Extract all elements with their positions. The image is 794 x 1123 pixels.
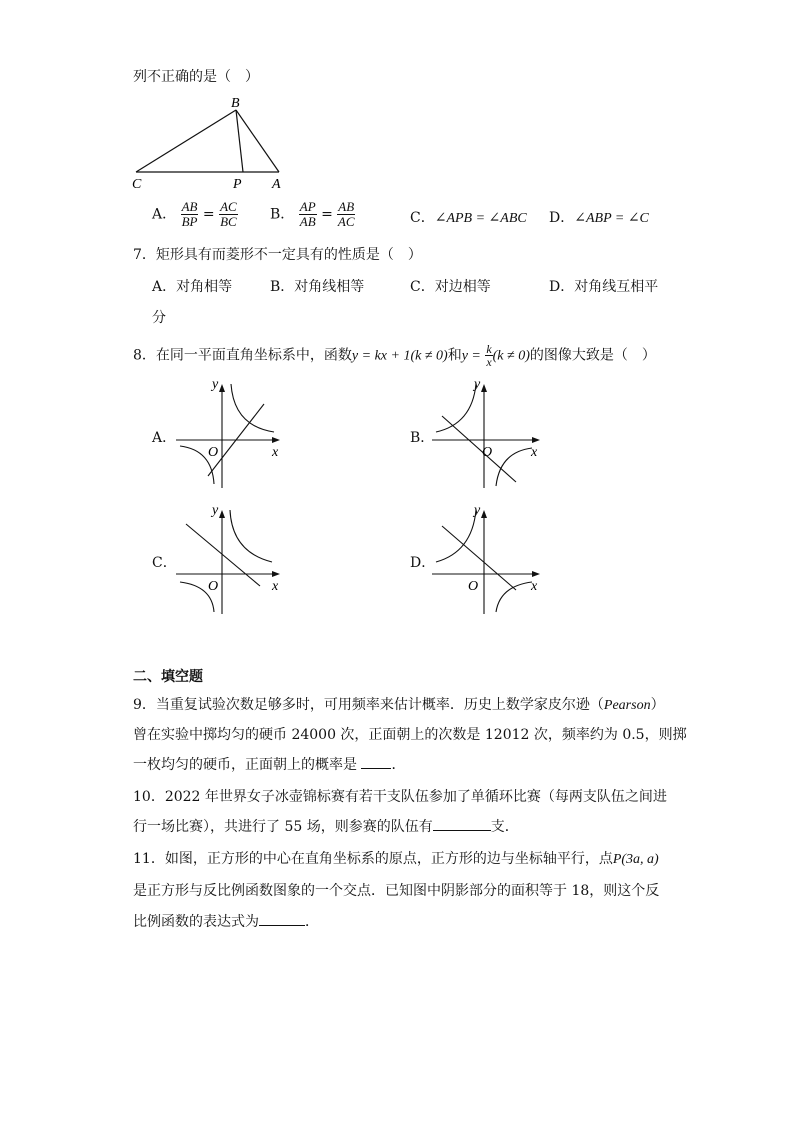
q9-line3: 一枚均匀的硬币，正面朝上的概率是 ． [133, 757, 406, 773]
svg-text:y: y [474, 377, 481, 392]
q11-line3: 比例函数的表达式为 ． [133, 914, 319, 930]
svg-text:y: y [212, 377, 219, 392]
q6-option-c[interactable]: C．∠APB = ∠ABC [410, 210, 527, 226]
q9-line2: 曾在实验中掷均匀的硬币 24000 次，正面朝上的次数是 12012 次，频率约为 0.5，则掷 [133, 727, 687, 743]
q10-line2: 行一场比赛），共进行了 55 场，则参赛的队伍有 支． [133, 819, 519, 835]
vertex-a-label: A [272, 177, 281, 192]
q6-option-d[interactable]: D．∠ABP = ∠C [549, 210, 649, 226]
q10-answer-blank[interactable] [433, 818, 491, 831]
q8-graph-b[interactable] [432, 376, 547, 488]
q11-line1: 11．如图，正方形的中心在直角坐标系的原点，正方形的边与坐标轴平行，点P(3a, a) [133, 851, 659, 867]
q9-answer-blank[interactable] [361, 756, 391, 769]
q8-option-b-label[interactable]: B． [410, 430, 435, 446]
vertex-b-label: B [231, 96, 240, 111]
q8-graph-a[interactable] [176, 376, 286, 488]
q8-option-a-label[interactable]: A． [152, 430, 177, 446]
svg-text:y: y [474, 503, 481, 518]
svg-text:O: O [482, 445, 493, 460]
svg-text:O: O [208, 579, 219, 594]
q7-option-c[interactable]: C．对边相等 [410, 279, 491, 295]
svg-text:x: x [531, 445, 538, 460]
q9-line1: 9．当重复试验次数足够多时，可用频率来估计概率．历史上数学家皮尔逊（Pearson） [133, 697, 665, 713]
section-heading: 二、填空题 [133, 669, 203, 685]
svg-text:O: O [208, 445, 219, 460]
q7-option-d[interactable]: D．对角线互相平 [549, 279, 659, 295]
vertex-c-label: C [132, 177, 142, 192]
q6-stem-tail: 列不正确的是（ ） [133, 69, 259, 85]
vertex-p-label: P [233, 177, 242, 192]
svg-text:y: y [212, 503, 219, 518]
svg-text:x: x [531, 579, 538, 594]
svg-text:x: x [272, 579, 279, 594]
q6-triangle-figure [126, 92, 296, 192]
q8-graph-d[interactable] [432, 502, 547, 614]
q6-option-b[interactable]: B． $\frac{AP}{AB}$ = $\frac{AB}{AC}$ [270, 199, 355, 229]
q7-option-a[interactable]: A．对角相等 [152, 279, 233, 295]
q7-option-d-wrap: 分 [152, 310, 166, 326]
q6-option-a[interactable]: A． $\frac{AB}{BP}$ = $\frac{AC}{BC}$ [152, 199, 237, 229]
svg-text:O: O [468, 579, 479, 594]
svg-text:x: x [272, 445, 279, 460]
q7-stem: 7．矩形具有而菱形不一定具有的性质是（ ） [133, 247, 422, 263]
q11-line2: 是正方形与反比例函数图象的一个交点．已知图中阴影部分的面积等于 18，则这个反 [133, 883, 660, 899]
q8-option-c-label[interactable]: C． [152, 555, 177, 571]
q7-option-b[interactable]: B．对角线相等 [270, 279, 365, 295]
q8-stem: 8．在同一平面直角坐标系中，函数y = kx + 1(k ≠ 0)和y = $\frac{k}{x}$ (k ≠ 0)的图像大致是（ ） [133, 342, 656, 369]
q11-answer-blank[interactable] [259, 913, 305, 926]
q10-line1: 10．2022 年世界女子冰壶锦标赛有若干支队伍参加了单循环比赛（每两支队伍之间进 [133, 789, 667, 805]
q8-option-d-label[interactable]: D． [410, 555, 436, 571]
q8-graph-c[interactable] [176, 502, 286, 614]
